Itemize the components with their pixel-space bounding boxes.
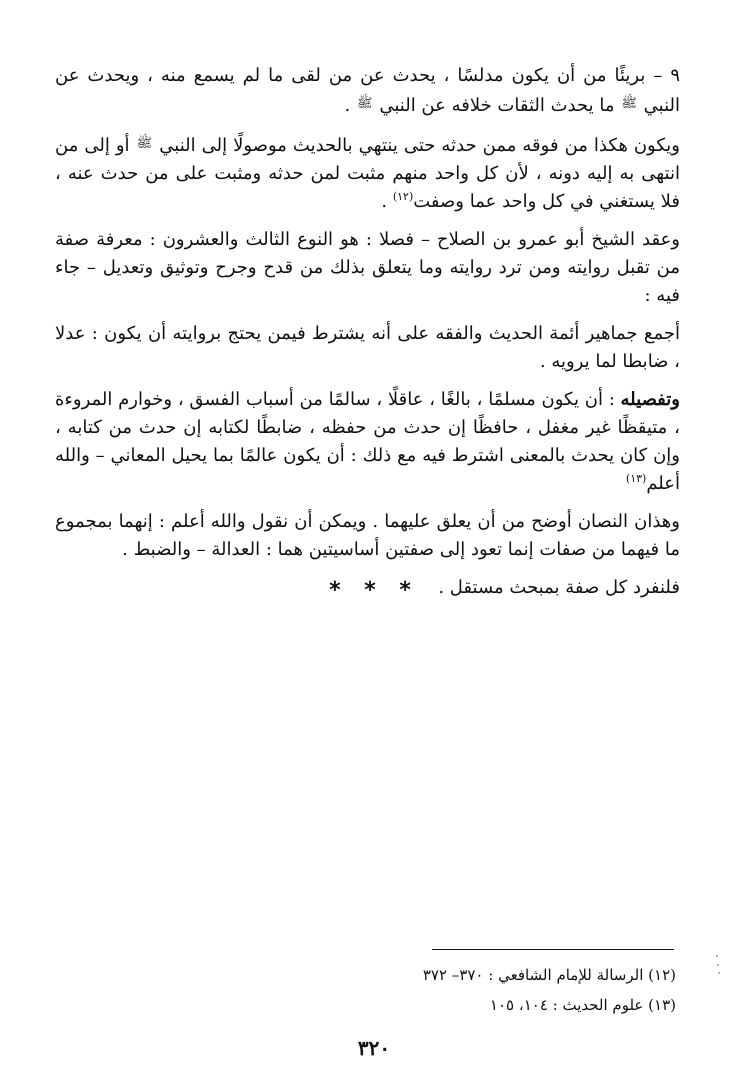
main-text (55, 62, 680, 612)
paragraph-text: : أن يكون مسلمًا ، بالغًا ، عاقلًا ، سالمًا من أسباب الفسق ، وخوارم المروءة ، متيقظًا غير مغفل ، حافظًا إن حدث من حفظه ، ضابطًا لكتابه إن حدث من كتابه ، وإن كان يحدث بالمعنى اشترط فيه مع ذلك : أن يكون عالمًا بما يحيل المعاني – والله أعلم (55, 389, 680, 494)
scan-speck (716, 955, 718, 957)
paragraph-lead-word: وتفصيله (620, 389, 680, 410)
salutation-symbol: ﷺ (621, 96, 637, 111)
paragraph-text: ويكون هكذا من فوقه ممن حدثه حتى ينتهي بالحديث موصولًا إلى النبي (153, 135, 680, 156)
paragraph (55, 508, 680, 564)
page-number: ٣٢٠ (357, 1036, 391, 1060)
paragraph-text: وعقد الشيخ أبو عمرو بن الصلاح – فصلا : هو النوع الثالث والعشرون : معرفة صفة من تقبل روايته ومن ترد روايته وما يتعلق بذلك من قدح وجرح وتوثيق وتعديل – جاء فيه : (55, 229, 680, 306)
footnote-ref: (١٢) (392, 190, 414, 203)
salutation-symbol: ﷺ (356, 96, 373, 111)
paragraph (55, 62, 680, 120)
footnote-13: (١٣) علوم الحديث : ١٠٤، ١٠٥ (489, 996, 676, 1014)
paragraph-text: أو إلى من انتهى به إليه دونه ، لأن كل واحد منهم مثبت لمن حدثه ومثبت على من حدث عنه ، فلا يستغني في كل واحد عما وصفت (55, 135, 680, 212)
scan-speck (717, 964, 719, 966)
footnote-ref: (١٣) (625, 472, 647, 485)
scan-speck (718, 972, 720, 974)
paragraph-text: . (381, 191, 393, 212)
section-separator: * * * (329, 578, 419, 603)
paragraph-text: فلنفرد كل صفة بمبحث مستقل . (438, 577, 680, 598)
paragraph (55, 320, 680, 376)
footnote-12: (١٢) الرسالة للإمام الشافعي : ٣٧٠– ٣٧٢ (422, 966, 676, 984)
paragraph-text: . (344, 95, 356, 116)
paragraph (55, 386, 680, 498)
paragraph-text: ما يحدث الثقات خلافه عن النبي (373, 95, 621, 116)
paragraph-text: ٩ – بريئًا من أن يكون مدلسًا ، يحدث عن من لقى ما لم يسمع منه ، ويحدث عن النبي (55, 65, 680, 116)
salutation-symbol: ﷺ (136, 136, 153, 151)
paragraph (55, 226, 680, 310)
footnotes (300, 960, 676, 1020)
footnote-rule (432, 949, 674, 950)
paragraph-text: أجمع جماهير أئمة الحديث والفقه على أنه يشترط فيمن يحتج بروايته أن يكون : عدلا ، ضابطا لما يرويه . (55, 323, 680, 372)
paragraph (55, 130, 680, 216)
paragraph-text: وهذان النصان أوضح من أن يعلق عليهما . ويمكن أن نقول والله أعلم : إنهما بمجموع ما فيهما من صفات إنما تعود إلى صفتين أساسيتين هما : العدالة – والضبط . (55, 511, 680, 560)
